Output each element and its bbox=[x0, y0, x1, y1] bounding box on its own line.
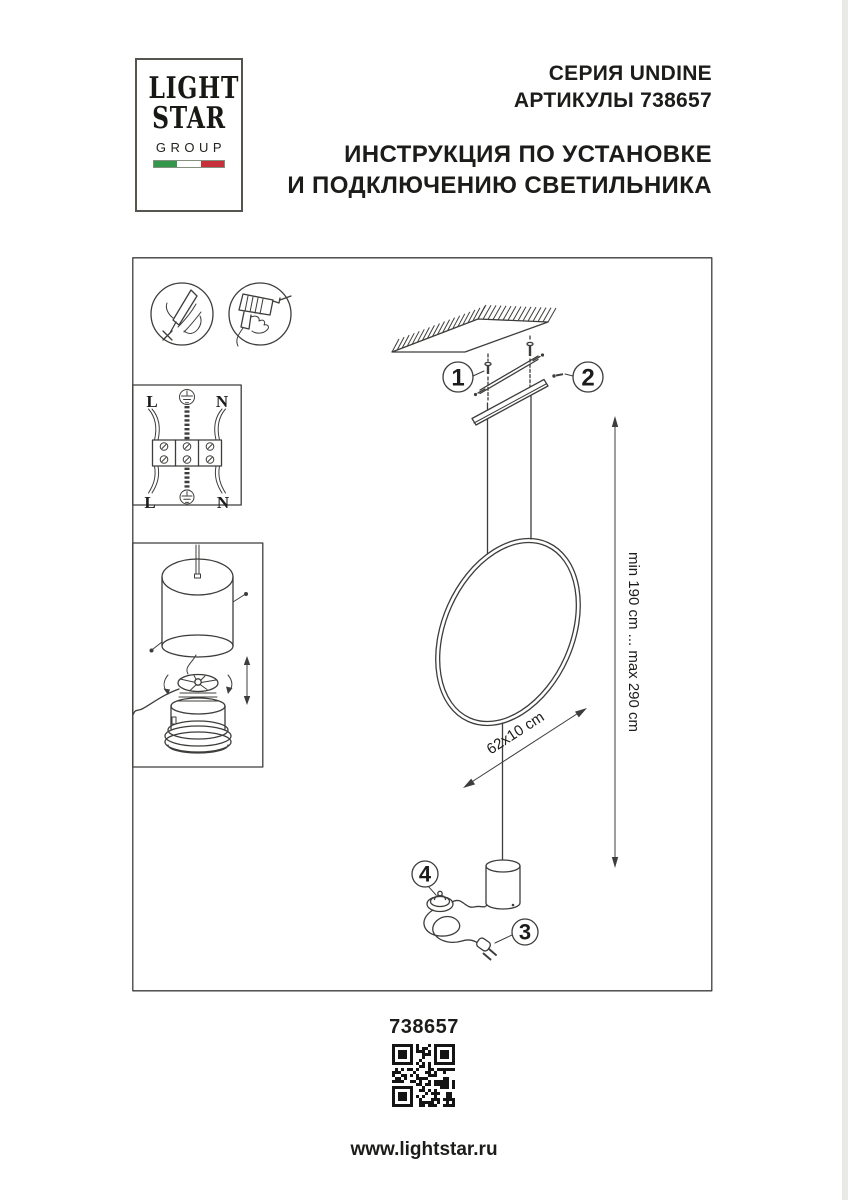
wire-label-n-bottom: N bbox=[216, 493, 230, 512]
installation-diagram bbox=[132, 257, 713, 992]
earth-symbol bbox=[180, 490, 194, 504]
callout-3 bbox=[495, 919, 538, 945]
terminal-block bbox=[153, 440, 222, 466]
set-screw bbox=[150, 649, 154, 653]
wire-label-l-top: L bbox=[146, 392, 158, 411]
height-dimension bbox=[612, 416, 642, 868]
articles-line: АРТИКУЛЫ 738657 bbox=[513, 89, 712, 112]
title-line-1: ИНСТРУКЦИЯ ПО УСТАНОВКЕ bbox=[344, 141, 712, 168]
mounting-bracket bbox=[472, 336, 548, 554]
callout-2 bbox=[552, 362, 603, 392]
italian-flag-icon bbox=[153, 160, 225, 168]
earth-symbol bbox=[180, 390, 195, 405]
flag-red-band bbox=[201, 161, 224, 167]
qr-code bbox=[392, 1044, 455, 1107]
callout-1-number: 1 bbox=[451, 364, 465, 392]
callout-4-number: 4 bbox=[418, 861, 432, 887]
logo-word-group: GROUP bbox=[155, 140, 227, 155]
foot-switch bbox=[427, 891, 453, 911]
footer-url: www.lightstar.ru bbox=[350, 1139, 498, 1160]
callout-2-number: 2 bbox=[581, 364, 595, 392]
ring-dimension-label: 62x10 cm bbox=[483, 708, 548, 759]
height-adjust-arrow-icon bbox=[244, 656, 250, 705]
flag-green-band bbox=[154, 161, 177, 167]
footer-article-number: 738657 bbox=[389, 1016, 459, 1038]
series-line: СЕРИЯ UNDINE bbox=[548, 62, 712, 85]
title-line-2: И ПОДКЛЮЧЕНИЮ СВЕТИЛЬНИКА bbox=[287, 172, 712, 199]
wire-label-n-top: N bbox=[215, 392, 229, 411]
wiring-diagram bbox=[133, 385, 241, 512]
callout-1 bbox=[443, 362, 484, 392]
flag-white-band bbox=[177, 161, 200, 167]
power-plug bbox=[475, 937, 496, 960]
set-screw bbox=[244, 592, 248, 596]
logo-word-light: LIGHT bbox=[148, 71, 240, 106]
canopy-detail bbox=[133, 543, 263, 767]
drill-icon bbox=[229, 283, 291, 346]
screw bbox=[527, 336, 533, 393]
coiled-cord bbox=[424, 910, 480, 944]
header-titles bbox=[287, 60, 712, 201]
canopy-cylinder bbox=[162, 559, 233, 657]
mark-point-icon bbox=[151, 283, 213, 345]
ring-dimension bbox=[463, 708, 587, 788]
mounting-base bbox=[165, 698, 231, 753]
wire-label-l-bottom: L bbox=[144, 493, 156, 512]
cord-switch-to-cylinder bbox=[452, 900, 487, 907]
title-gap bbox=[287, 114, 712, 139]
height-dimension-label: min 190 cm ... max 290 cm bbox=[625, 551, 642, 733]
power-cord bbox=[134, 689, 180, 714]
cable-winder bbox=[164, 675, 233, 702]
screw bbox=[485, 354, 491, 400]
logo-word-star: STAR bbox=[152, 101, 226, 136]
callout-3-number: 3 bbox=[518, 919, 532, 945]
lightstar-logo bbox=[135, 58, 243, 212]
counterweight-cylinder bbox=[486, 860, 520, 909]
callout-4 bbox=[412, 861, 438, 895]
